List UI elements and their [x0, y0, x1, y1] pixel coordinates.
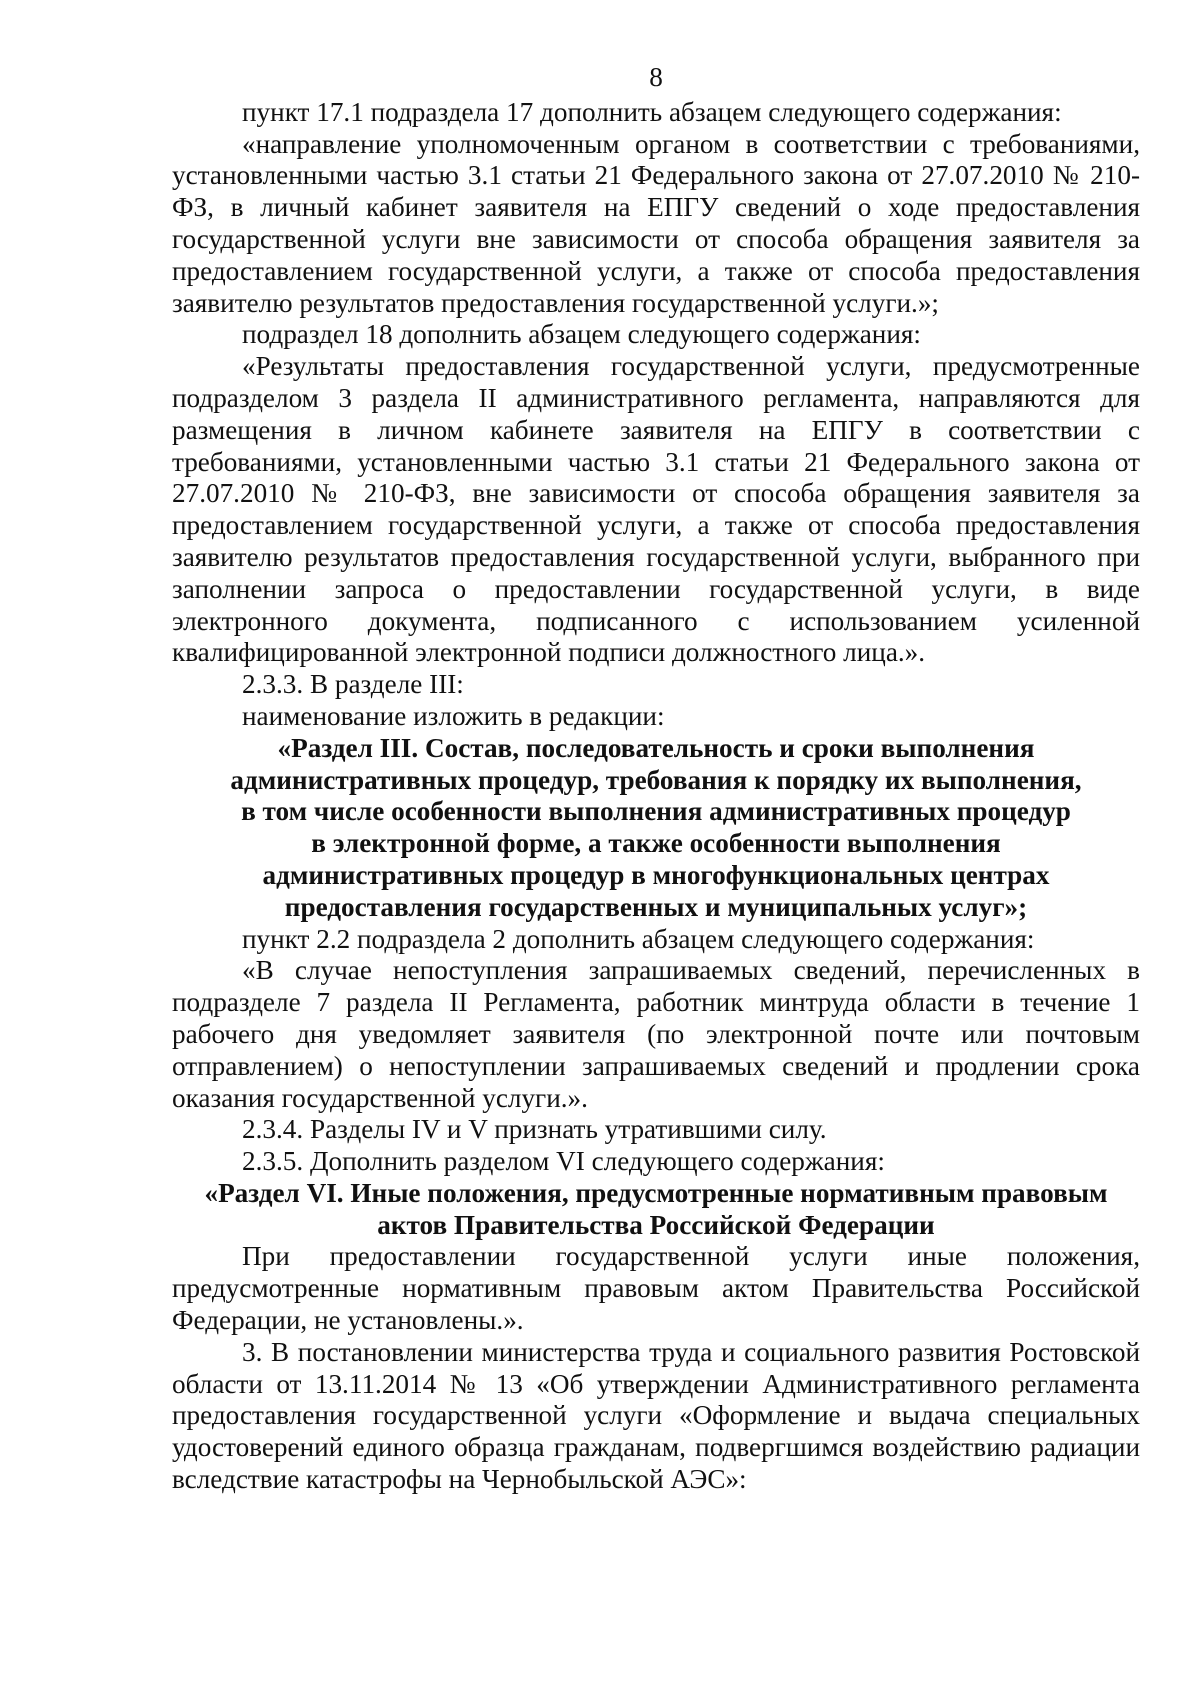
paragraph-2-3-3: 2.3.3. В разделе III:	[242, 669, 464, 700]
paragraph-2-2-intro: пункт 2.2 подраздела 2 дополнить абзацем следующего содержания:	[242, 923, 1035, 954]
paragraph-2-3-5: 2.3.5. Дополнить разделом VI следующего содержания:	[242, 1146, 885, 1177]
section-vi-heading	[172, 1178, 1140, 1242]
paragraph-18-intro: подраздел 18 дополнить абзацем следующего содержания:	[242, 319, 921, 350]
paragraph-section-vi-text: При предоставлении государственной услуги иные положения, предусмотренные нормативным правовым актом Правительства Российской Федерации, не установлены.».	[172, 1241, 1140, 1336]
heading-line: административных процедур, требования к порядку их выполнения,	[230, 764, 1082, 795]
heading-line: «Раздел VI. Иные положения, предусмотренные нормативным правовым	[204, 1177, 1108, 1208]
paragraph-name-edit: наименование изложить в редакции:	[242, 700, 665, 731]
heading-line: актов Правительства Российской Федерации	[377, 1209, 935, 1240]
paragraph-18-text: «Результаты предоставления государственной услуги, предусмотренные подразделом 3 раздела II административного регламента, направляются для размещения в личном кабинете заявителя на ЕПГУ в соответствии с требованиями, установленными частью 3.1 статьи 21 Федерального закона от 27.07.2010 № 210-ФЗ, вне зависимости от способа обращения заявителя за предоставлением государственной услуги, а также от способа предоставления заявителю результатов предоставления государственной услуги, выбранного при заполнении запроса о предоставлении государственной услуги, в виде электронного документа, подписанного с использованием усиленной квалифицированной электронной подписи должностного лица.».	[172, 351, 1140, 668]
page-number: 8	[649, 62, 663, 92]
section-iii-heading	[172, 733, 1140, 924]
document-page	[172, 62, 1140, 1496]
paragraph-17-1-intro: пункт 17.1 подраздела 17 дополнить абзацем следующего содержания:	[242, 96, 1062, 127]
paragraph-17-1-text: «направление уполномоченным органом в соответствии с требованиями, установленными частью 3.1 статьи 21 Федерального закона от 27.07.2010 № 210-ФЗ, в личный кабинет заявителя на ЕПГУ сведений о ходе предоставления государственной услуги вне зависимости от способа обращения заявителя за предоставлением государственной услуги, а также от способа предоставления заявителю результатов предоставления государственной услуги.»;	[172, 128, 1140, 318]
heading-line: предоставления государственных и муниципальных услуг»;	[284, 891, 1028, 922]
paragraph-3-resolution: 3. В постановлении министерства труда и социального развития Ростовской области от 13.11.2014 № 13 «Об утверждении Административного регламента предоставления государственной услуги «Оформление и выдача специальных удостоверений единого образца гражданам, подвергшимся воздействию радиации вследствие катастрофы на Чернобыльской АЭС»:	[172, 1336, 1140, 1495]
paragraph-2-3-4: 2.3.4. Разделы IV и V признать утратившими силу.	[242, 1114, 827, 1145]
heading-line: административных процедур в многофункциональных центрах	[262, 859, 1050, 890]
heading-line: в том числе особенности выполнения административных процедур	[241, 796, 1071, 827]
heading-line: «Раздел III. Состав, последовательность и сроки выполнения	[277, 732, 1035, 763]
paragraph-2-2-text: «В случае непоступления запрашиваемых сведений, перечисленных в подразделе 7 раздела II Регламента, работник минтруда области в течение 1 рабочего дня уведомляет заявителя (по электронной почте или почтовым отправлением) о непоступлении запрашиваемых сведений и продлении срока оказания государственной услуги.».	[172, 955, 1140, 1113]
heading-line: в электронной форме, а также особенности выполнения	[311, 828, 1001, 859]
